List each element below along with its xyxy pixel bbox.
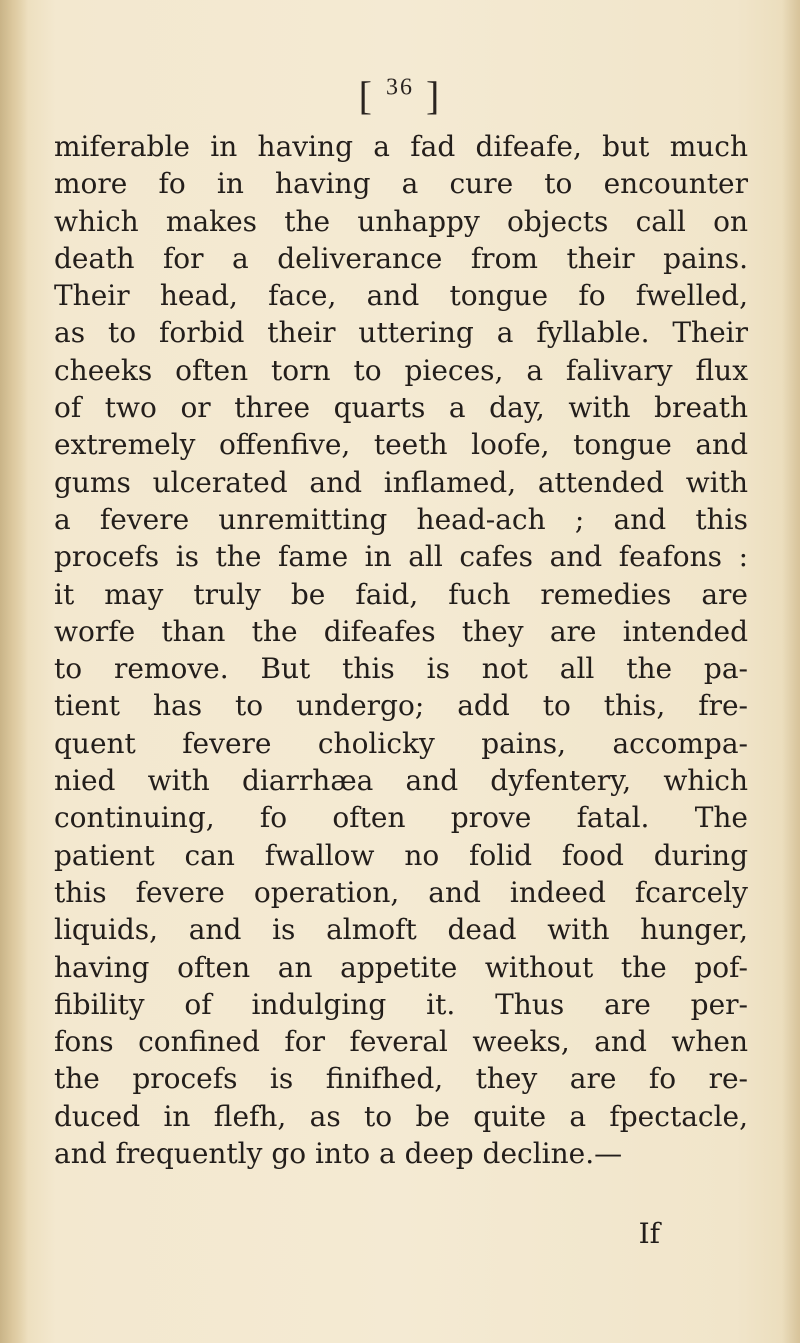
text-line: as to forbid their uttering a fyllable. Their (54, 316, 748, 350)
text-line: more fo in having a cure to encounter (54, 167, 748, 201)
text-line: the procefs is finifhed, they are fo re- (54, 1062, 748, 1096)
text-line: fons confined for feveral weeks, and when (54, 1025, 748, 1059)
text-line: duced in flefh, as to be quite a fpectacle, (54, 1099, 748, 1133)
text-line: nied with diarrhæa and dyfentery, which (54, 764, 748, 798)
text-line: Their head, face, and tongue fo fwelled, (54, 279, 748, 313)
page-number: 36 (386, 74, 414, 101)
text-line: miferable in having a fad difeafe, but much (54, 130, 748, 163)
body-text (54, 128, 748, 1172)
text-line: to remove. But this is not all the pa- (54, 652, 748, 686)
page-header (0, 72, 800, 119)
text-line: a fevere unremitting head-ach ; and this (54, 502, 748, 536)
binding-shadow (0, 0, 28, 1343)
header-bracket-close: ] (426, 73, 442, 118)
text-line: liquids, and is almoft dead with hunger, (54, 913, 748, 947)
text-line: death for a deliverance from their pains. (54, 241, 748, 275)
text-line: gums ulcerated and inflamed, attended with (54, 465, 748, 499)
header-bracket-open: [ (358, 73, 374, 118)
text-line: of two or three quarts a day, with breath (54, 391, 748, 425)
text-line: worfe than the difeafes they are intended (54, 614, 748, 648)
text-line: patient can fwallow no folid food during (54, 838, 748, 872)
catchword: If (638, 1217, 660, 1250)
text-line: procefs is the fame in all cafes and feafons : (54, 540, 748, 574)
text-line: it may truly be faid, fuch remedies are (54, 577, 748, 611)
page-edge-shadow (782, 0, 800, 1343)
text-line: fibility of indulging it. Thus are per- (54, 987, 748, 1021)
text-line: having often an appetite without the pof- (54, 950, 748, 984)
text-line: and frequently go into a deep decline.— (54, 1137, 623, 1171)
text-line: which makes the unhappy objects call on (54, 204, 748, 238)
text-line: cheeks often torn to pieces, a falivary flux (54, 353, 748, 387)
text-line: this fevere operation, and indeed fcarcely (54, 875, 748, 909)
text-line: quent fevere cholicky pains, accompa- (54, 726, 748, 760)
text-line: tient has to undergo; add to this, fre- (54, 689, 748, 723)
text-line: continuing, fo often prove fatal. The (54, 801, 748, 835)
text-line: extremely offenfive, teeth loofe, tongue and (54, 428, 748, 462)
